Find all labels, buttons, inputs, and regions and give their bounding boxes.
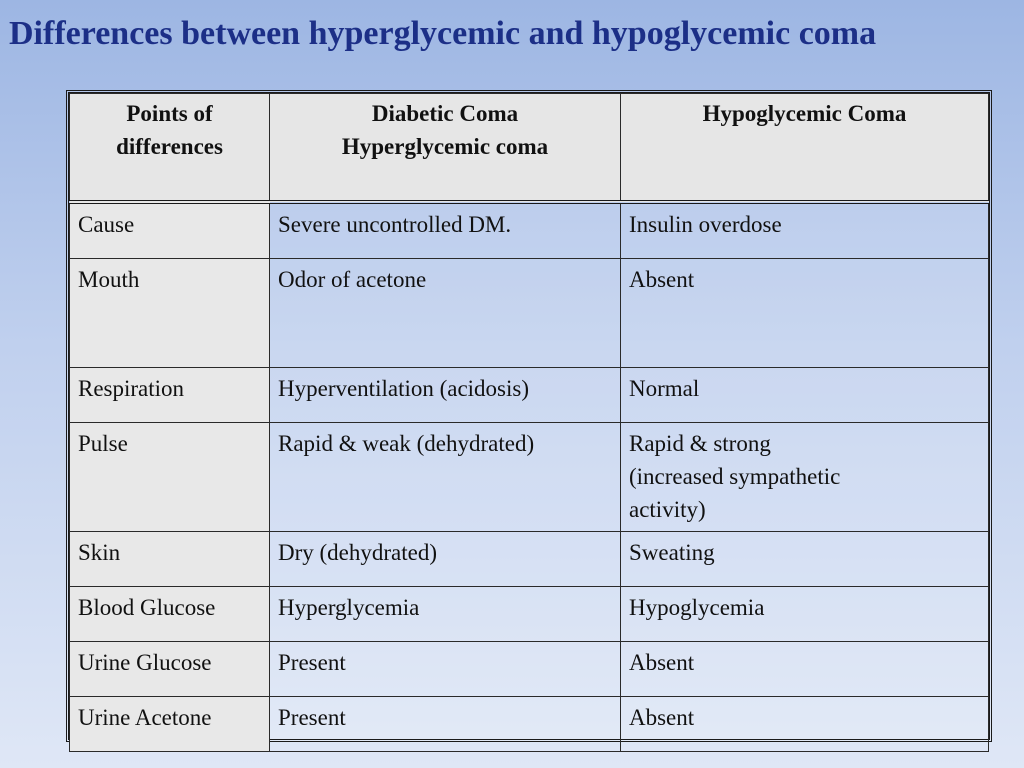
hyperglycemic-cell: Hyperventilation (acidosis) [270,368,621,423]
header-line: differences [116,134,223,159]
cell-line: Absent [629,650,695,675]
table-header-row [70,94,989,203]
cell-line: Absent [629,705,695,730]
hypoglycemic-cell [621,368,989,423]
cell-line: Hypoglycemia [629,595,765,620]
header-hypoglycemic-coma [621,94,989,203]
hypoglycemic-cell [621,259,989,368]
point-cell: Cause [70,202,270,259]
point-cell: Skin [70,532,270,587]
hyperglycemic-cell: Present [270,697,621,752]
table-row [70,642,989,697]
hyperglycemic-cell: Hyperglycemia [270,587,621,642]
point-cell: Mouth [70,259,270,368]
point-cell: Pulse [70,423,270,532]
cell-line: Normal [629,376,700,401]
table-row [70,532,989,587]
header-diabetic-coma [270,94,621,203]
hypoglycemic-cell [621,697,989,752]
cell-line: (increased sympathetic [629,464,841,489]
point-cell: Blood Glucose [70,587,270,642]
cell-line: Absent [629,267,695,292]
cell-line: Rapid & strong [629,431,771,456]
header-line: Points of [126,101,213,126]
hyperglycemic-cell: Present [270,642,621,697]
hypoglycemic-cell [621,587,989,642]
table-row [70,697,989,752]
header-points-of-differences [70,94,270,203]
cell-line: Sweating [629,540,715,565]
hypoglycemic-cell [621,423,989,532]
point-cell: Urine Acetone [70,697,270,752]
table-row [70,423,989,532]
table-row [70,368,989,423]
table-row [70,202,989,259]
hyperglycemic-cell: Dry (dehydrated) [270,532,621,587]
hyperglycemic-cell: Rapid & weak (dehydrated) [270,423,621,532]
header-line: Diabetic Coma [371,101,519,126]
comparison-table [69,93,989,752]
point-cell: Urine Glucose [70,642,270,697]
cell-line: activity) [629,497,706,522]
point-cell: Respiration [70,368,270,423]
hypoglycemic-cell [621,532,989,587]
table-row [70,587,989,642]
table-row [70,259,989,368]
hypoglycemic-cell [621,202,989,259]
cell-line: Insulin overdose [629,212,782,237]
hypoglycemic-cell [621,642,989,697]
slide-title: Differences between hyperglycemic and hypoglycemic coma [9,15,877,52]
header-line: Hypoglycemic Coma [702,101,907,126]
header-line: Hyperglycemic coma [341,134,549,159]
hyperglycemic-cell: Odor of acetone [270,259,621,368]
hyperglycemic-cell: Severe uncontrolled DM. [270,202,621,259]
comparison-table-frame [66,90,992,742]
